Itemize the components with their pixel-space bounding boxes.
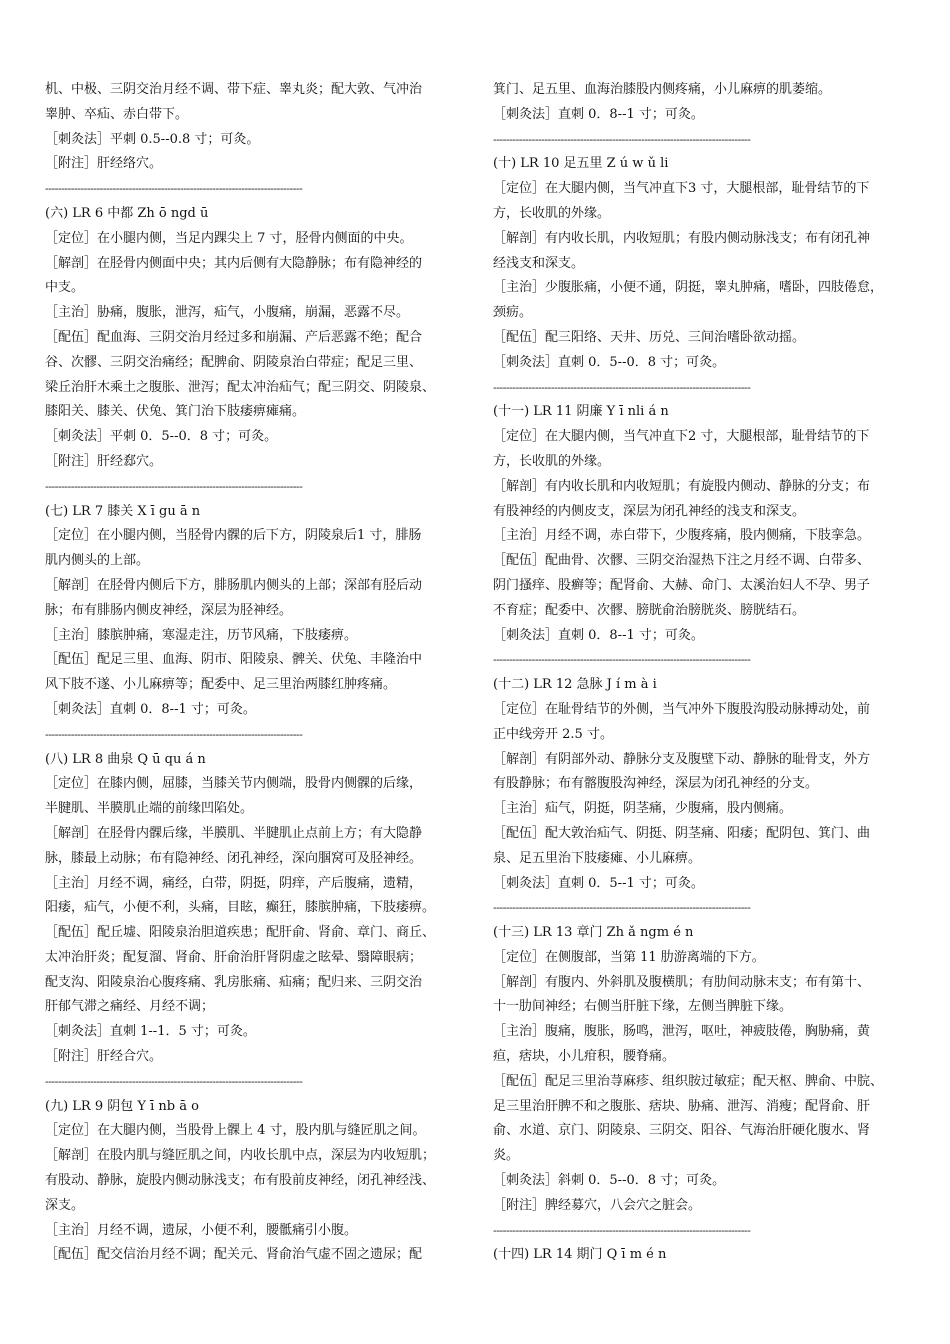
right-text-line: 颈疬。 <box>493 305 533 321</box>
left-text-line: ［解剖］在胫骨内侧面中央；其内后侧有大隐静脉；布有隐神经的 <box>45 255 423 271</box>
right-text-line: ［刺灸法］斜刺 0．5--0．8 寸；可灸。 <box>493 1173 726 1189</box>
right-text-line: 炎。 <box>493 1148 520 1164</box>
left-text-line: ［附注］肝经合穴。 <box>45 1049 163 1065</box>
left-text-line: 梁丘治肝木乘土之腹胀、泄泻；配太冲治疝气；配三阴交、阴陵泉、 <box>45 379 436 395</box>
right-text-line: 经浅支和深支。 <box>493 255 585 271</box>
left-text-line: ［主治］月经不调，痛经，白带，阴挺，阴痒，产后腹痛，遗精， <box>45 875 423 891</box>
right-text-line: ［刺灸法］直刺 0．5--1 寸；可灸。 <box>493 875 704 891</box>
right-text-line: ［主治］疝气，阴挺，阴茎痛，少腹痛，股内侧痛。 <box>493 801 793 817</box>
right-text-line: ［配伍］配足三里治荨麻疹、组织胺过敏症；配天枢、脾俞、中脘、 <box>493 1073 884 1089</box>
left-text-line: ［解剖］在股内肌与缝匠肌之间，内收长肌中点，深层为内收短肌； <box>45 1148 436 1164</box>
left-text-line: 机、中极、三阴交治月经不调、带下症、睾丸炎；配大敦、气冲治 <box>45 82 423 97</box>
right-separator: -------------------------------------------------------------------------------- <box>493 380 751 394</box>
right-text-line: ［主治］月经不调，赤白带下，少腹疼痛，股内侧痛，下肢挛急。 <box>493 528 871 544</box>
left-text-line: 风下肢不遂、小儿麻痹等；配委中、足三里治两膝红肿疼痛。 <box>45 677 397 693</box>
left-text-line: ［主治］胁痛，腹胀，泄泻，疝气，小腹痛，崩漏，恶露不尽。 <box>45 305 410 321</box>
right-text-line: ［刺灸法］直刺 0．8--1 寸；可灸。 <box>493 106 704 122</box>
left-separator: -------------------------------------------------------------------------------- <box>45 479 303 493</box>
right-text-line: ［解剖］有内收长肌，内收短肌；有股内侧动脉浅支；布有闭孔神 <box>493 230 871 246</box>
left-text-line: 谷、次髎、三阴交治痛经；配脾俞、阴陵泉治白带症；配足三里、 <box>45 354 423 370</box>
left-text-line: ［定位］在小腿内侧，当足内踝尖上 7 寸，胫骨内侧面的中央。 <box>45 230 413 246</box>
left-text-line: 睾肿、卒疝、赤白带下。 <box>45 106 189 122</box>
right-text-line: ［主治］少腹胀痛，小便不通，阴挺，睾丸肿痛，嗜卧，四肢倦怠， <box>493 280 884 296</box>
left-column <box>45 78 465 1268</box>
right-text-line: 疸，痞块，小儿疳积，腰脊痛。 <box>493 1049 676 1065</box>
right-text-line: 十一肋间神经；右侧当肝脏下缘，左侧当脾脏下缘。 <box>493 999 793 1015</box>
right-text-line: ［配伍］配大敦治疝气、阴挺、阴茎痛、阳痿；配阴包、箕门、曲 <box>493 825 871 841</box>
left-text-line: 肌内侧头的上部。 <box>45 553 150 569</box>
right-text-line: ［配伍］配三阳络、天井、历兑、三间治嗜卧欲动摇。 <box>493 329 806 345</box>
left-text-line: ［配伍］配血海、三阴交治月经过多和崩漏、产后恶露不绝；配合 <box>45 329 423 345</box>
right-text-line: 正中线旁开 2.5 寸。 <box>493 726 613 742</box>
left-text-line: 中支。 <box>45 280 85 296</box>
right-text-line: 泉、足五里治下肢痿瘫、小儿麻痹。 <box>493 850 702 866</box>
left-text-line: 脉，膝最上动脉；布有隐神经、闭孔神经，深向腘窝可及胫神经。 <box>45 850 423 866</box>
left-text-line: ［刺灸法］平刺 0.5--0.8 寸；可灸。 <box>45 131 260 147</box>
left-separator: -------------------------------------------------------------------------------- <box>45 182 303 196</box>
left-acupoint-title: (六) LR 6 中都 Zh ō ngd ū <box>45 205 209 221</box>
right-text-line: ［刺灸法］直刺 0．5--0．8 寸；可灸。 <box>493 354 726 370</box>
right-text-line: 不育症；配委中、次髎、膀胱俞治膀胱炎、膀胱结石。 <box>493 602 806 618</box>
left-text-line: ［配伍］配丘墟、阳陵泉治胆道疾患；配肝俞、肾俞、章门、商丘、 <box>45 925 436 941</box>
left-text-line: 半腱肌、半膜肌止端的前缘凹陷处。 <box>45 801 254 817</box>
left-text-line: ［定位］在小腿内侧，当胫骨内髁的后下方，阴陵泉后1 寸，腓肠 <box>45 528 422 544</box>
right-acupoint-title: (十) LR 10 足五里 Z ú w ǔ li <box>493 156 669 172</box>
left-text-line: ［刺灸法］平刺 0．5--0．8 寸；可灸。 <box>45 429 278 445</box>
left-acupoint-title: (七) LR 7 膝关 X ī gu ā n <box>45 503 201 519</box>
right-text-line: ［定位］在大腿内侧，当气冲直下2 寸，大腿根部，耻骨结节的下 <box>493 429 870 445</box>
right-text-line: 足三里治肝脾不和之腹胀、痞块、胁痛、泄泻、消瘦；配肾俞、肝 <box>493 1098 871 1114</box>
left-acupoint-title: (八) LR 8 曲泉 Q ū qu á n <box>45 751 206 767</box>
right-text-line: 有股神经的内侧皮支，深层为闭孔神经的浅支和深支。 <box>493 503 806 519</box>
left-text-line: ［刺灸法］直刺 0．8--1 寸；可灸。 <box>45 701 256 717</box>
left-text-line: 肝郁气滞之痛经、月经不调； <box>45 999 215 1015</box>
right-text-line: 方，长收肌的外缘。 <box>493 205 611 221</box>
left-text-line: ［附注］肝经郄穴。 <box>45 453 163 469</box>
left-acupoint-title: (九) LR 9 阴包 Y ī nb ā o <box>45 1098 199 1114</box>
right-text-line: ［刺灸法］直刺 0．8--1 寸；可灸。 <box>493 627 704 643</box>
left-text-line: ［附注］肝经络穴。 <box>45 156 163 172</box>
left-text-line: 配支沟、阳陵泉治心腹疼痛、乳房胀痛、疝痛；配归来、三阴交治 <box>45 974 423 990</box>
left-text-line: 太冲治肝炎；配复溜、肾俞、肝俞治肝肾阴虚之眩晕、翳障眼病； <box>45 949 423 965</box>
right-text-line: 阴门搔痒、股癣等；配肾俞、大赫、命门、太溪治妇人不孕、男子 <box>493 577 871 593</box>
left-text-line: 有股动、静脉，旋股内侧动脉浅支；布有股前皮神经，闭孔神经浅、 <box>45 1173 436 1189</box>
right-acupoint-title: (十一) LR 11 阴廉 Y ī nli á n <box>493 404 669 420</box>
right-text-line: ［解剖］有腹内、外斜肌及腹横肌；有肋间动脉末支；布有第十、 <box>493 974 871 990</box>
right-text-line: ［附注］脾经募穴，八会穴之脏会。 <box>493 1197 702 1213</box>
left-text-line: 膝阳关、膝关、伏兔、箕门治下肢痿痹瘫痛。 <box>45 404 306 420</box>
right-separator: -------------------------------------------------------------------------------- <box>493 653 751 667</box>
right-text-line: ［解剖］有阴部外动、静脉分支及腹壁下动、静脉的耻骨支，外方 <box>493 751 871 767</box>
right-acupoint-title: (十二) LR 12 急脉 J í m à i <box>493 677 657 693</box>
right-text-line: 箕门、足五里、血海治膝股内侧疼痛，小儿麻痹的肌萎缩。 <box>493 82 832 97</box>
right-text-line: ［主治］腹痛，腹胀，肠鸣，泄泻，呕吐，神疲肢倦，胸胁痛，黄 <box>493 1024 871 1040</box>
right-column <box>493 78 911 1268</box>
left-text-line: ［主治］月经不调，遗尿，小便不利，腰骶痛引小腹。 <box>45 1222 358 1238</box>
left-text-line: ［定位］在大腿内侧，当股骨上髁上 4 寸，股内肌与缝匠肌之间。 <box>45 1123 426 1139</box>
left-text-line: ［配伍］配交信治月经不调；配关元、肾俞治气虚不固之遗尿；配 <box>45 1247 423 1263</box>
right-separator: -------------------------------------------------------------------------------- <box>493 132 751 146</box>
left-text-line: ［主治］膝膑肿痛，寒湿走注，历节风痛，下肢痿痹。 <box>45 627 358 643</box>
left-text-line: 深支。 <box>45 1197 85 1213</box>
right-text-line: ［配伍］配曲骨、次髎、三阴交治湿热下注之月经不调、白带多、 <box>493 553 871 569</box>
left-text-line: ［刺灸法］直刺 1--1．5 寸；可灸。 <box>45 1024 256 1040</box>
right-text-line: ［解剖］有内收长肌和内收短肌；有旋股内侧动、静脉的分支；布 <box>493 478 871 494</box>
right-acupoint-title: (十三) LR 13 章门 Zh ǎ ngm é n <box>493 925 694 941</box>
right-separator: -------------------------------------------------------------------------------- <box>493 901 751 915</box>
right-text-line: 有股静脉；布有髂腹股沟神经，深层为闭孔神经的分支。 <box>493 776 819 792</box>
right-text-line: ［定位］在耻骨结节的外侧，当气冲外下腹股沟股动脉搏动处，前 <box>493 701 871 717</box>
right-text-line: ［定位］在大腿内侧，当气冲直下3 寸，大腿根部，耻骨结节的下 <box>493 181 870 197</box>
right-text-line: 方，长收肌的外缘。 <box>493 453 611 469</box>
left-separator: -------------------------------------------------------------------------------- <box>45 727 303 741</box>
right-separator: -------------------------------------------------------------------------------- <box>493 1223 751 1237</box>
left-text-line: 脉；布有腓肠内侧皮神经，深层为胫神经。 <box>45 602 293 618</box>
left-text-line: 阳痿，疝气，小便不利，头痛，目眩，癫狂，膝膑肿痛，下肢痿痹。 <box>45 900 436 916</box>
right-text-line: ［定位］在侧腹部，当第 11 肋游离端的下方。 <box>493 949 765 965</box>
left-text-line: ［解剖］在胫骨内髁后缘，半膜肌、半腱肌止点前上方；有大隐静 <box>45 825 423 841</box>
left-separator: -------------------------------------------------------------------------------- <box>45 1074 303 1088</box>
right-text-line: 俞、水道、京门、阴陵泉、三阴交、阳谷、气海治肝硬化腹水、肾 <box>493 1123 871 1139</box>
right-acupoint-title: (十四) LR 14 期门 Q ī m é n <box>493 1247 667 1263</box>
left-text-line: ［定位］在膝内侧，屈膝，当膝关节内侧端，股骨内侧髁的后缘， <box>45 776 423 792</box>
left-text-line: ［解剖］在胫骨内侧后下方，腓肠肌内侧头的上部；深部有胫后动 <box>45 577 423 593</box>
left-text-line: ［配伍］配足三里、血海、阴市、阳陵泉、髀关、伏兔、丰隆治中 <box>45 652 423 668</box>
